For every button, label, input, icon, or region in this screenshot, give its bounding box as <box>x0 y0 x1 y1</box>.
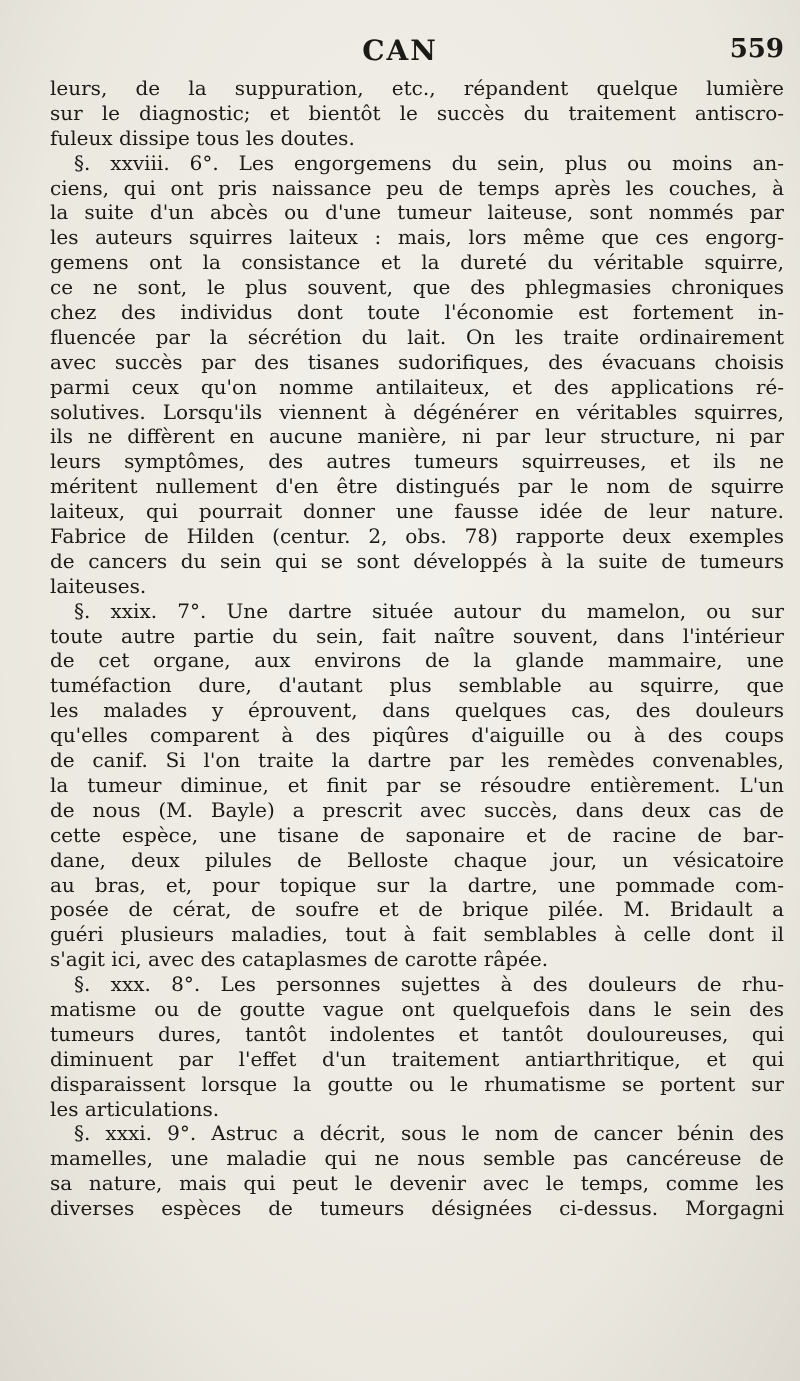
text-line: leurs, de la suppuration, etc., répandent quelque lumière <box>50 76 784 100</box>
text-line: les auteurs squirres laiteux : mais, lors même que ces engorg- <box>50 225 784 250</box>
text-line: mamelles, une maladie qui ne nous semble pas cancéreuse de <box>50 1146 784 1171</box>
text-line: la tumeur diminue, et finit par se résoudre entièrement. L'un <box>50 772 784 797</box>
text-line: §. xxx. 8°. Les personnes sujettes à des douleurs de rhu- <box>74 972 784 997</box>
text-line: de cet organe, aux environs de la glande mammaire, une <box>50 648 784 673</box>
text-line: toute autre partie du sein, fait naître souvent, dans l'intérieur <box>50 623 784 648</box>
text-line: §. xxviii. 6°. Les engorgemens du sein, plus ou moins an- <box>74 150 784 175</box>
text-line: diverses espèces de tumeurs désignées ci-dessus. Morgagni <box>50 1196 784 1221</box>
text-line: ils ne diffèrent en aucune manière, ni par leur structure, ni par <box>50 424 784 449</box>
text-line: de canif. Si l'on traite la dartre par les remèdes convenables, <box>50 748 784 773</box>
text-line: gemens ont la consistance et la dureté du véritable squirre, <box>50 250 784 275</box>
text-line: fluencée par la sécrétion du lait. On les traite ordinairement <box>50 324 784 349</box>
text-line: les articulations. <box>50 1096 220 1121</box>
text-line: la suite d'un abcès ou d'une tumeur laiteuse, sont nommés par <box>50 200 784 225</box>
text-line: cette espèce, une tisane de saponaire et de racine de bar- <box>50 822 784 847</box>
text-line: laiteuses. <box>50 573 147 598</box>
text-line: leurs symptômes, des autres tumeurs squirreuses, et ils ne <box>50 449 784 474</box>
text-line: au bras, et, pour topique sur la dartre, une pommade com- <box>50 872 784 897</box>
text-line: ciens, qui ont pris naissance peu de temps après les couches, à <box>50 175 784 200</box>
body-text <box>50 76 784 1221</box>
text-line: méritent nullement d'en être distingués par le nom de squirre <box>50 474 784 499</box>
text-line: ce ne sont, le plus souvent, que des phlegmasies chroniques <box>50 275 784 300</box>
text-line: posée de cérat, de soufre et de brique pilée. M. Bridault a <box>50 897 784 922</box>
text-line: matisme ou de goutte vague ont quelquefois dans le sein des <box>50 996 784 1021</box>
text-line: chez des individus dont toute l'économie est fortement in- <box>50 300 784 325</box>
text-line: solutives. Lorsqu'ils viennent à dégénérer en véritables squirres, <box>50 399 784 424</box>
text-line: qu'elles comparent à des piqûres d'aiguille ou à des coups <box>50 723 784 748</box>
text-line: Fabrice de Hilden (centur. 2, obs. 78) rapporte deux exemples <box>50 524 784 549</box>
text-line: guéri plusieurs maladies, tout à fait semblables à celle dont il <box>50 922 784 947</box>
text-line: sa nature, mais qui peut le devenir avec le temps, comme les <box>50 1171 784 1196</box>
running-head: CAN <box>362 34 438 67</box>
page-header <box>0 34 800 74</box>
text-line: laiteux, qui pourrait donner une fausse idée de leur nature. <box>50 499 784 524</box>
page-number: 559 <box>729 34 784 64</box>
text-line: disparaissent lorsque la goutte ou le rhumatisme se portent sur <box>50 1071 784 1096</box>
text-line: tumeurs dures, tantôt indolentes et tantôt douloureuses, qui <box>50 1021 784 1046</box>
text-line: parmi ceux qu'on nomme antilaiteux, et des applications ré- <box>50 374 784 399</box>
text-line: avec succès par des tisanes sudorifiques, des évacuans choisis <box>50 349 784 374</box>
text-line: §. xxix. 7°. Une dartre située autour du mamelon, ou sur <box>74 598 784 623</box>
text-line: de nous (M. Bayle) a prescrit avec succès, dans deux cas de <box>50 797 784 822</box>
text-line: dane, deux pilules de Belloste chaque jour, un vésicatoire <box>50 847 784 872</box>
text-line: de cancers du sein qui se sont développés à la suite de tumeurs <box>50 548 784 573</box>
text-line: tuméfaction dure, d'autant plus semblable au squirre, que <box>50 673 784 698</box>
text-line: sur le diagnostic; et bientôt le succès du traitement antiscro- <box>50 100 784 125</box>
text-line: §. xxxi. 9°. Astruc a décrit, sous le nom de cancer bénin des <box>74 1121 784 1146</box>
text-line: s'agit ici, avec des cataplasmes de carotte râpée. <box>50 947 549 972</box>
text-line: fuleux dissipe tous les doutes. <box>50 125 355 150</box>
text-line: diminuent par l'effet d'un traitement antiarthritique, et qui <box>50 1046 784 1071</box>
text-line: les malades y éprouvent, dans quelques cas, des douleurs <box>50 698 784 723</box>
